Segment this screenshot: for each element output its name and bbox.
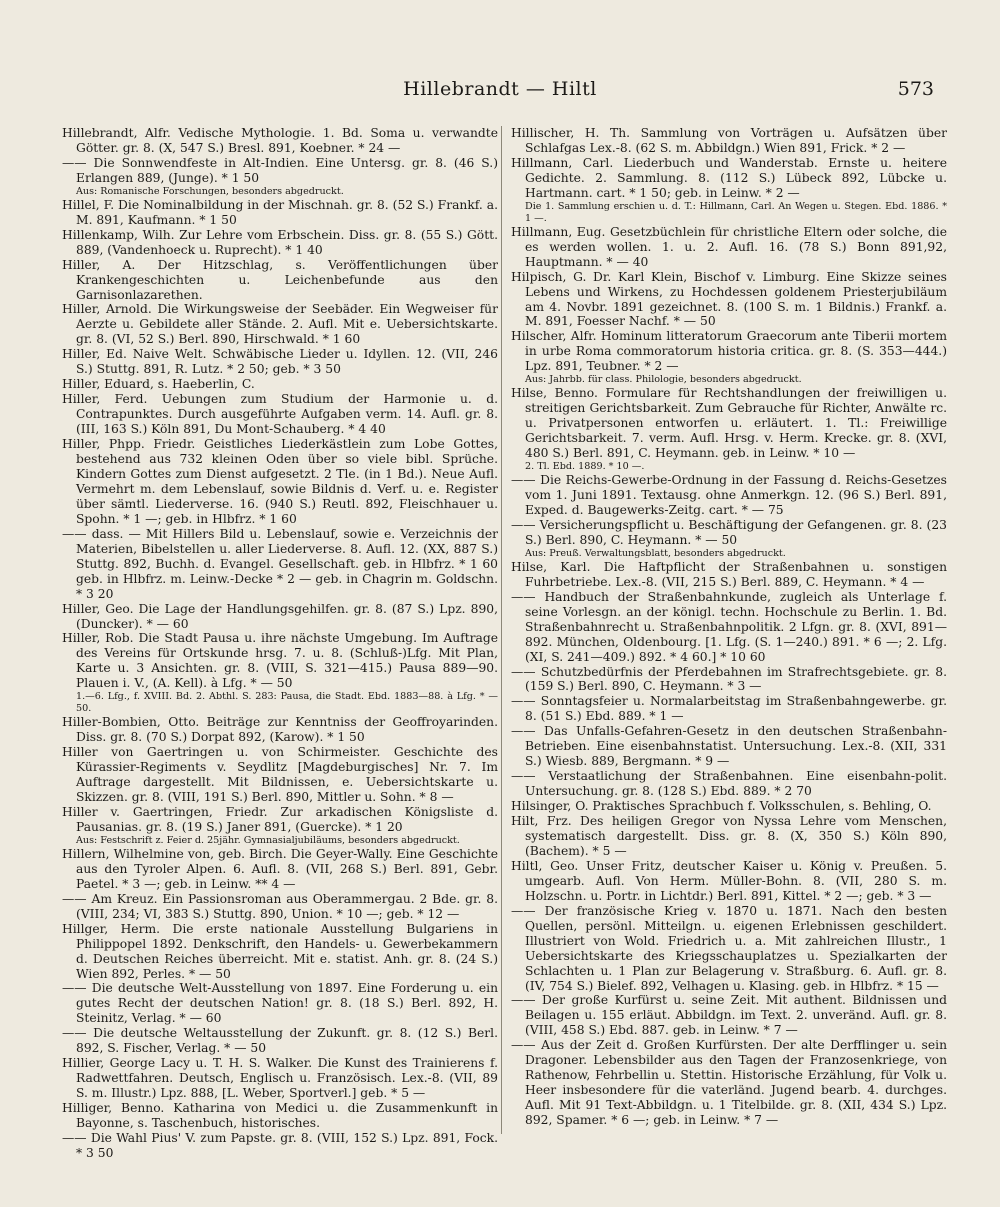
- bibliography-entry: Hiller, Ferd. Uebungen zum Studium der Harmonie u. d. Contrapunktes. Durch ausgeführte Aufgaben verm. 14. Aufl. gr. 8. (III, 163 S.) Köln 891, Du Mont-Schauberg. * 4 40: [62, 392, 498, 437]
- bibliography-entry: Hillmann, Eug. Gesetzbüchlein für christliche Eltern oder solche, die es werden wollen. 1. u. 2. Aufl. 16. (78 S.) Bonn 891,92, Hauptmann. * — 40: [511, 224, 947, 269]
- bibliography-entry: Hilse, Benno. Formulare für Rechtshandlungen der freiwilligen u. streitigen Gerichtsbarkeit. Zum Gebrauche für Richter, Anwälte rc. u. Privatpersonen entworfen u. erläutert. 1. Tl.: Freiwillige Gerichtsbarkeit. 7. verm. Aufl. Hrsg. v. Herm. Krecke. gr. 8. (XVI, 480 S.) Berl. 891, C. Heymann. geb. in Leinw. * 10 —: [511, 386, 947, 461]
- bibliography-entry: —— Das Unfalls-Gefahren-Gesetz in den deutschen Straßenbahn-Betrieben. Eine eisenbahnstatist. Untersuchung. Lex.-8. (XII, 331 S.) Wiesb. 889, Bergmann. * 9 —: [511, 724, 947, 769]
- page-header: [0, 78, 1000, 108]
- bibliography-entry: —— Der große Kurfürst u. seine Zeit. Mit authent. Bildnissen und Beilagen u. 155 erläut. Abbildgn. im Text. 2. unveränd. Aufl. gr. 8. (VIII, 458 S.) Ebd. 887. geb. in Leinw. * 7 —: [511, 993, 947, 1038]
- left-column: [62, 126, 498, 1161]
- bibliography-entry: Hiller v. Gaertringen, Friedr. Zur arkadischen Königsliste d. Pausanias. gr. 8. (19 S.) Janer 891, (Guercke). * 1 20: [62, 804, 498, 834]
- source-note: Aus: Jahrbb. für class. Philologie, besonders abgedruckt.: [525, 374, 802, 386]
- bibliography-entry: Hiltl, Geo. Unser Fritz, deutscher Kaiser u. König v. Preußen. 5. umgearb. Aufl. Von Herm. Müller-Bohn. 8. (VII, 280 S. m. Holzschn. u. Portr. in Lichtdr.) Berl. 891, Kittel. * 2 —; geb. * 3 —: [511, 858, 947, 903]
- bibliography-entry: Hillger, Herm. Die erste nationale Ausstellung Bulgariens in Philippopel 1892. Denkschrift, den Handels- u. Gewerbekammern d. Deutschen Reiches überreicht. Mit e. statist. Anh. gr. 8. (24 S.) Wien 892, Perles. * — 50: [62, 921, 498, 981]
- bibliography-entry: —— Die Reichs-Gewerbe-Ordnung in der Fassung d. Reichs-Gesetzes vom 1. Juni 1891. Textausg. ohne Anmerkgn. 12. (96 S.) Berl. 891, Exped. d. Baugewerks-Zeitg. cart. * — 75: [511, 473, 947, 517]
- source-note: Aus: Romanische Forschungen, besonders abgedruckt.: [76, 185, 344, 197]
- bibliography-entry: —— Handbuch der Straßenbahnkunde, zugleich als Unterlage f. seine Vorlesgn. an der königl. techn. Hochschule zu Berlin. 1. Bd. Straßenbahnrecht u. Straßenbahnpolitik. 2 Lfgn. gr. 8. (XVI, 891—892. München, Oldenbourg. [1. Lfg. (S. 1—240.) 891. * 6 —; 2. Lfg. (XI, S. 241—409.) 892. * 4 60.] * 10 60: [511, 589, 947, 664]
- bibliography-entry: Hillern, Wilhelmine von, geb. Birch. Die Geyer-Wally. Eine Geschichte aus den Tyroler Alpen. 6. Aufl. 8. (VII, 268 S.) Berl. 891, Gebr. Paetel. * 3 —; geb. in Leinw. ** 4 —: [62, 846, 498, 891]
- bibliography-entry: Hiller, Geo. Die Lage der Handlungsgehilfen. gr. 8. (87 S.) Lpz. 890, (Duncker). * — 60: [62, 601, 498, 631]
- bibliography-entry: Hillebrandt, Alfr. Vedische Mythologie. 1. Bd. Soma u. verwandte Götter. gr. 8. (X, 547 S.) Bresl. 891, Koebner. * 24 —: [62, 126, 498, 155]
- bibliography-entry: Hiller, Arnold. Die Wirkungsweise der Seebäder. Ein Wegweiser für Aerzte u. Gebildete aller Stände. 2. Aufl. Mit e. Uebersichtskarte. gr. 8. (VI, 52 S.) Berl. 890, Hirschwald. * 1 60: [62, 302, 498, 347]
- bibliography-entry: —— Die Wahl Pius' V. zum Papste. gr. 8. (VIII, 152 S.) Lpz. 891, Fock. * 3 50: [62, 1131, 498, 1160]
- bibliography-entry: Hillier, George Lacy u. T. H. S. Walker. Die Kunst des Trainierens f. Radwettfahren. Deutsch, Englisch u. Französisch. Lex.-8. (VII, 89 S. m. Illustr.) Lpz. 888, [L. Weber, Sportverl.] geb. * 5 —: [62, 1056, 498, 1101]
- bibliography-entry: —— Verstaatlichung der Straßenbahnen. Eine eisenbahn-polit. Untersuchung. gr. 8. (128 S.) Ebd. 889. * 2 70: [511, 769, 947, 799]
- page-number: 573: [897, 78, 934, 100]
- bibliography-entry: Hiller-Bombien, Otto. Beiträge zur Kenntniss der Geoffroyarinden. Diss. gr. 8. (70 S.) Dorpat 892, (Karow). * 1 50: [62, 715, 498, 745]
- running-title: Hillebrandt — Hiltl: [403, 78, 597, 100]
- bibliography-entry: Hilpisch, G. Dr. Karl Klein, Bischof v. Limburg. Eine Skizze seines Lebens und Wirkens, zu Hochdessen goldenem Priesterjubiläum am 4. Novbr. 1891 gezeichnet. 8. (100 S. m. 1 Bildnis.) Frankf. a. M. 891, Foesser Nachf. * — 50: [511, 269, 947, 329]
- bibliography-entry: —— dass. — Mit Hillers Bild u. Lebenslauf, sowie e. Verzeichnis der Materien, Bibelstellen u. aller Liederverse. 8. Aufl. 12. (XX, 887 S.) Stuttg. 892, Buchh. d. Evangel. Gesellschaft. geb. in Hlbfrz. * 1 60 geb. in Hlbfrz. m. Leinw.-Decke * 2 — geb. in Chagrin m. Goldschn. * 3 20: [62, 526, 498, 601]
- bibliography-entry: Hilliger, Benno. Katharina von Medici u. die Zusammenkunft in Bayonne, s. Taschenbuch, historisches.: [62, 1101, 498, 1131]
- bibliography-entry: Hiller, Ed. Naive Welt. Schwäbische Lieder u. Idyllen. 12. (VII, 246 S.) Stuttg. 891, R. Lutz. * 2 50; geb. * 3 50: [62, 347, 498, 377]
- bibliography-entry: —— Sonntagsfeier u. Normalarbeitstag im Straßenbahngewerbe. gr. 8. (51 S.) Ebd. 889. * 1 —: [511, 694, 947, 724]
- bibliography-entry: Hilsinger, O. Praktisches Sprachbuch f. Volksschulen, s. Behling, O.: [511, 799, 932, 814]
- bibliography-entry: Hilse, Karl. Die Haftpflicht der Straßenbahnen u. sonstigen Fuhrbetriebe. Lex.-8. (VII, 215 S.) Berl. 889, C. Heymann. * 4 —: [511, 559, 947, 589]
- bibliography-entry: —— Die deutsche Weltausstellung der Zukunft. gr. 8. (12 S.) Berl. 892, S. Fischer, Verlag. * — 50: [62, 1026, 498, 1056]
- source-note: 1.—6. Lfg., f. XVIII. Bd. 2. Abthl. S. 283: Pausa, die Stadt. Ebd. 1883—88. à Lfg. * — 50.: [76, 691, 498, 715]
- bibliography-entry: —— Versicherungspflicht u. Beschäftigung der Gefangenen. gr. 8. (23 S.) Berl. 890, C. Heymann. * — 50: [511, 517, 947, 547]
- bibliography-entry: Hiller, A. Der Hitzschlag, s. Veröffentlichungen über Krankengeschichten u. Leichenbefunde aus den Garnisonlazarethen.: [62, 257, 498, 302]
- bibliography-entry: —— Aus der Zeit d. Großen Kurfürsten. Der alte Derfflinger u. sein Dragoner. Lebensbilder aus den Tagen der Franzosenkriege, von Rathenow, Fehrbellin u. Stettin. Historische Erzählung, für Volk u. Heer insbesondere für die vaterländ. Jugend bearb. 4. durchges. Aufl. Mit 91 Text-Abbildgn. u. 1 Titelbilde. gr. 8. (XII, 434 S.) Lpz. 892, Spamer. * 6 —; geb. in Leinw. * 7 —: [511, 1038, 947, 1128]
- source-note: Aus: Preuß. Verwaltungsblatt, besonders abgedruckt.: [525, 547, 786, 559]
- bibliography-entry: Hillischer, H. Th. Sammlung von Vorträgen u. Aufsätzen über Schlafgas Lex.-8. (62 S. m. Abbildgn.) Wien 891, Frick. * 2 —: [511, 126, 947, 155]
- source-note: 2. Tl. Ebd. 1889. * 10 —.: [525, 461, 645, 473]
- bibliography-entry: —— Die deutsche Welt-Ausstellung von 1897. Eine Forderung u. ein gutes Recht der deutschen Nation! gr. 8. (18 S.) Berl. 892, H. Steinitz, Verlag. * — 60: [62, 981, 498, 1026]
- bibliography-entry: Hillmann, Carl. Liederbuch und Wanderstab. Ernste u. heitere Gedichte. 2. Sammlung. 8. (112 S.) Lübeck 892, Lübcke u. Hartmann. cart. * 1 50; geb. in Leinw. * 2 —: [511, 155, 947, 200]
- source-note: Die 1. Sammlung erschien u. d. T.: Hillmann, Carl. An Wegen u. Stegen. Ebd. 1886. * 1 —.: [525, 200, 947, 224]
- bibliography-entry: Hilt, Frz. Des heiligen Gregor von Nyssa Lehre vom Menschen, systematisch dargestellt. Diss. gr. 8. (X, 350 S.) Köln 890, (Bachem). * 5 —: [511, 814, 947, 858]
- bibliography-entry: —— Der französische Krieg v. 1870 u. 1871. Nach den besten Quellen, persönl. Mitteilgn. u. eigenen Erlebnissen geschildert. Illustriert von Wold. Friedrich u. a. Mit zahlreichen Illustr., 1 Uebersichtskarte des Kriegsschauplatzes u. Spezialkarten der Schlachten u. 1 Plan zur Belagerung v. Straßburg. 6. Aufl. gr. 8. (IV, 754 S.) Bielef. 892, Velhagen u. Klasing. geb. in Hlbfrz. * 15 —: [511, 903, 947, 993]
- bibliography-entry: —— Am Kreuz. Ein Passionsroman aus Oberammergau. 2 Bde. gr. 8. (VIII, 234; VI, 383 S.) Stuttg. 890, Union. * 10 —; geb. * 12 —: [62, 891, 498, 921]
- column-divider: [501, 126, 502, 1134]
- bibliography-entry: —— Die Sonnwendfeste in Alt-Indien. Eine Untersg. gr. 8. (46 S.) Erlangen 889, (Junge). * 1 50: [62, 155, 498, 185]
- bibliography-entry: Hillel, F. Die Nominalbildung in der Mischnah. gr. 8. (52 S.) Frankf. a. M. 891, Kaufmann. * 1 50: [62, 197, 498, 227]
- source-note: Aus: Festschrift z. Feier d. 25jähr. Gymnasialjubiläums, besonders abgedruckt.: [76, 834, 460, 846]
- bibliography-entry: Hiller, Phpp. Friedr. Geistliches Liederkästlein zum Lobe Gottes, bestehend aus 732 kleinen Oden über so viele bibl. Sprüche. Kindern Gottes zum Dienst aufgesetzt. 2 Tle. (in 1 Bd.). Neue Aufl. Vermehrt m. dem Lebenslauf, sowie Bildnis d. Verf. u. e. Register über sämtl. Liederverse. 16. (940 S.) Reutl. 892, Fleischhauer u. Spohn. * 1 —; geb. in Hlbfrz. * 1 60: [62, 437, 498, 526]
- bibliography-entry: Hiller, Eduard, s. Haeberlin, C.: [62, 377, 255, 392]
- bibliography-entry: Hiller von Gaertringen u. von Schirmeister. Geschichte des Kürassier-Regiments v. Seydlitz [Magdeburgisches] Nr. 7. Im Auftrage dargestellt. Mit Bildnissen, e. Uebersichtskarte u. Skizzen. gr. 8. (VIII, 191 S.) Berl. 890, Mittler u. Sohn. * 8 —: [62, 745, 498, 805]
- bibliography-entry: Hillenkamp, Wilh. Zur Lehre vom Erbschein. Diss. gr. 8. (55 S.) Gött. 889, (Vandenhoeck u. Ruprecht). * 1 40: [62, 227, 498, 257]
- bibliography-entry: Hiller, Rob. Die Stadt Pausa u. ihre nächste Umgebung. Im Auftrage des Vereins für Ortskunde hrsg. 7. u. 8. (Schluß-)Lfg. Mit Plan, Karte u. 3 Ansichten. gr. 8. (VIII, S. 321—415.) Pausa 889—90. Plauen i. V., (A. Kell). à Lfg. * — 50: [62, 631, 498, 691]
- bibliography-entry: —— Schutzbedürfnis der Pferdebahnen im Strafrechtsgebiete. gr. 8. (159 S.) Berl. 890, C. Heymann. * 3 —: [511, 664, 947, 694]
- right-column: [511, 126, 947, 1128]
- bibliography-entry: Hilscher, Alfr. Hominum litteratorum Graecorum ante Tiberii mortem in urbe Roma commoratorum historia critica. gr. 8. (S. 353—444.) Lpz. 891, Teubner. * 2 —: [511, 329, 947, 374]
